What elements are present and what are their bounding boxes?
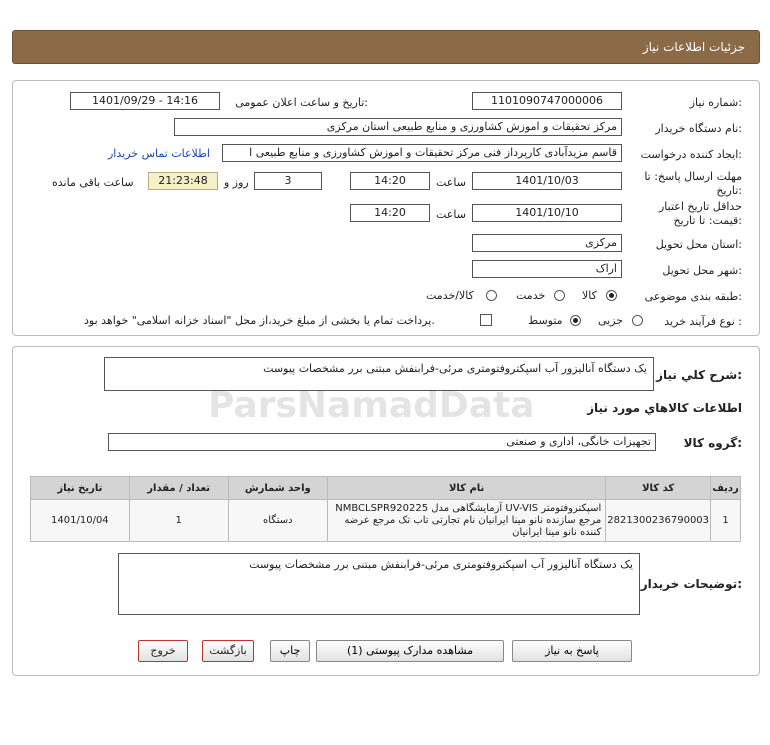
row-index: 1 bbox=[711, 500, 741, 542]
goods-table bbox=[30, 476, 741, 542]
days-label: روز و bbox=[224, 176, 249, 189]
buyer-label: نام دستگاه خریدار: bbox=[655, 122, 742, 135]
category-radio-service[interactable] bbox=[554, 290, 565, 301]
validity-time-label: ساعت bbox=[436, 208, 466, 221]
process-option-medium: متوسط bbox=[528, 314, 563, 327]
goods-table-header bbox=[31, 477, 741, 500]
row-unit: دستگاه bbox=[228, 500, 328, 542]
treasury-payment-note: پرداخت تمام یا بخشی از مبلغ خرید،از محل "اسناد خزانه اسلامی" خواهد بود. bbox=[84, 314, 435, 327]
reply-label-line1: مهلت ارسال پاسخ: تا bbox=[644, 170, 742, 183]
attachments-button[interactable]: مشاهده مدارک پیوستی (1) bbox=[316, 640, 504, 662]
print-button[interactable]: چاپ bbox=[270, 640, 310, 662]
page-title: جزئیات اطلاعات نیاز bbox=[642, 40, 745, 54]
need-number-field[interactable]: 1101090747000006 bbox=[472, 92, 622, 110]
buyer-field[interactable]: مرکز تحقیقات و اموزش کشاورزی و منابع طبیعی استان مرکزی bbox=[174, 118, 622, 136]
need-number-label: شماره نیاز: bbox=[689, 96, 742, 109]
remaining-label: ساعت باقی مانده bbox=[52, 176, 134, 189]
goods-group-label: گروه کالا: bbox=[683, 436, 742, 450]
province-label: استان محل تحویل: bbox=[655, 238, 742, 251]
buyer-notes-label: توضیحات خریدار: bbox=[640, 577, 742, 591]
summary-label: شرح کلي نياز: bbox=[656, 368, 742, 382]
announce-label: تاریخ و ساعت اعلان عمومی: bbox=[235, 96, 368, 109]
process-option-minor: جزیی bbox=[598, 314, 624, 327]
validity-label bbox=[659, 200, 742, 228]
validity-time-field[interactable]: 14:20 bbox=[350, 204, 430, 222]
row-name: اسپکتروفتومتر UV-VIS آزمایشگاهی مدل NMBCLSPR920225 مرجع سازنده نانو مینا ایرانیان نام تجارتی تاب تک مرجع عرضه کننده نانو مینا ایرانیان bbox=[328, 500, 606, 542]
category-option-service: خدمت bbox=[516, 289, 546, 302]
announce-field[interactable]: 1401/09/29 - 14:16 bbox=[70, 92, 220, 110]
treasury-payment-checkbox[interactable] bbox=[480, 314, 492, 326]
city-label: شهر محل تحویل: bbox=[662, 264, 742, 277]
col-unit: واحد شمارش bbox=[228, 477, 328, 500]
back-button[interactable]: بازگشت bbox=[202, 640, 254, 662]
col-name: نام کالا bbox=[328, 477, 606, 500]
category-radio-goods-service[interactable] bbox=[486, 290, 497, 301]
reply-button[interactable]: پاسخ به نیاز bbox=[512, 640, 632, 662]
creator-label: ایجاد کننده درخواست: bbox=[640, 148, 742, 161]
process-radio-minor[interactable] bbox=[632, 315, 643, 326]
col-code: کد کالا bbox=[606, 477, 711, 500]
reply-time-label: ساعت bbox=[436, 176, 466, 189]
buyer-notes-field[interactable]: یک دستگاه آنالیزور آب اسپکتروفتومتری مرئی-فرابنفش مبتنی برر مشخصات پیوست bbox=[118, 553, 640, 615]
process-label: نوع فرآیند خرید : bbox=[664, 315, 742, 328]
table-row[interactable] bbox=[31, 500, 741, 542]
validity-date-field[interactable]: 1401/10/10 bbox=[472, 204, 622, 222]
row-code: 2821300236790003 bbox=[606, 500, 711, 542]
col-date: تاریخ نیاز bbox=[31, 477, 130, 500]
buyer-contact-link[interactable]: اطلاعات تماس خریدار bbox=[108, 147, 210, 160]
reply-time-field[interactable]: 14:20 bbox=[350, 172, 430, 190]
category-label: طبقه بندی موضوعی: bbox=[644, 290, 742, 303]
goods-section-title: اطلاعات کالاهاي مورد نياز bbox=[587, 401, 742, 415]
validity-label-line1: حداقل تاریخ اعتبار bbox=[658, 200, 742, 213]
days-field[interactable]: 3 bbox=[254, 172, 322, 190]
province-field[interactable]: مرکزی bbox=[472, 234, 622, 252]
reply-label-line2: تاریخ: bbox=[716, 184, 742, 197]
exit-button[interactable]: خروج bbox=[138, 640, 188, 662]
reply-date-field[interactable]: 1401/10/03 bbox=[472, 172, 622, 190]
category-option-goods: کالا bbox=[582, 289, 597, 302]
reply-deadline-label bbox=[644, 170, 742, 198]
col-qty: تعداد / مقدار bbox=[129, 477, 228, 500]
summary-field[interactable]: یک دستگاه آنالیزور آب اسپکتروفتومتری مرئی-فرابنفش مبتنی برر مشخصات پیوست bbox=[104, 357, 654, 391]
row-qty: 1 bbox=[129, 500, 228, 542]
creator-field[interactable]: قاسم مزیدآبادی کارپرداز فنی مرکز تحقیقات و اموزش کشاورزی و منابع طبیعی ا bbox=[222, 144, 622, 162]
category-radio-goods[interactable] bbox=[606, 290, 617, 301]
city-field[interactable]: اراک bbox=[472, 260, 622, 278]
remaining-time-field: 21:23:48 bbox=[148, 172, 218, 190]
header-bar bbox=[12, 30, 760, 64]
col-index: ردیف bbox=[711, 477, 741, 500]
goods-group-field[interactable]: تجهیزات خانگی، اداری و صنعتی bbox=[108, 433, 656, 451]
row-date: 1401/10/04 bbox=[31, 500, 130, 542]
category-option-goods-service: کالا/خدمت bbox=[426, 289, 474, 302]
process-radio-medium[interactable] bbox=[570, 315, 581, 326]
validity-label-line2: قیمت: تا تاریخ: bbox=[673, 214, 742, 227]
